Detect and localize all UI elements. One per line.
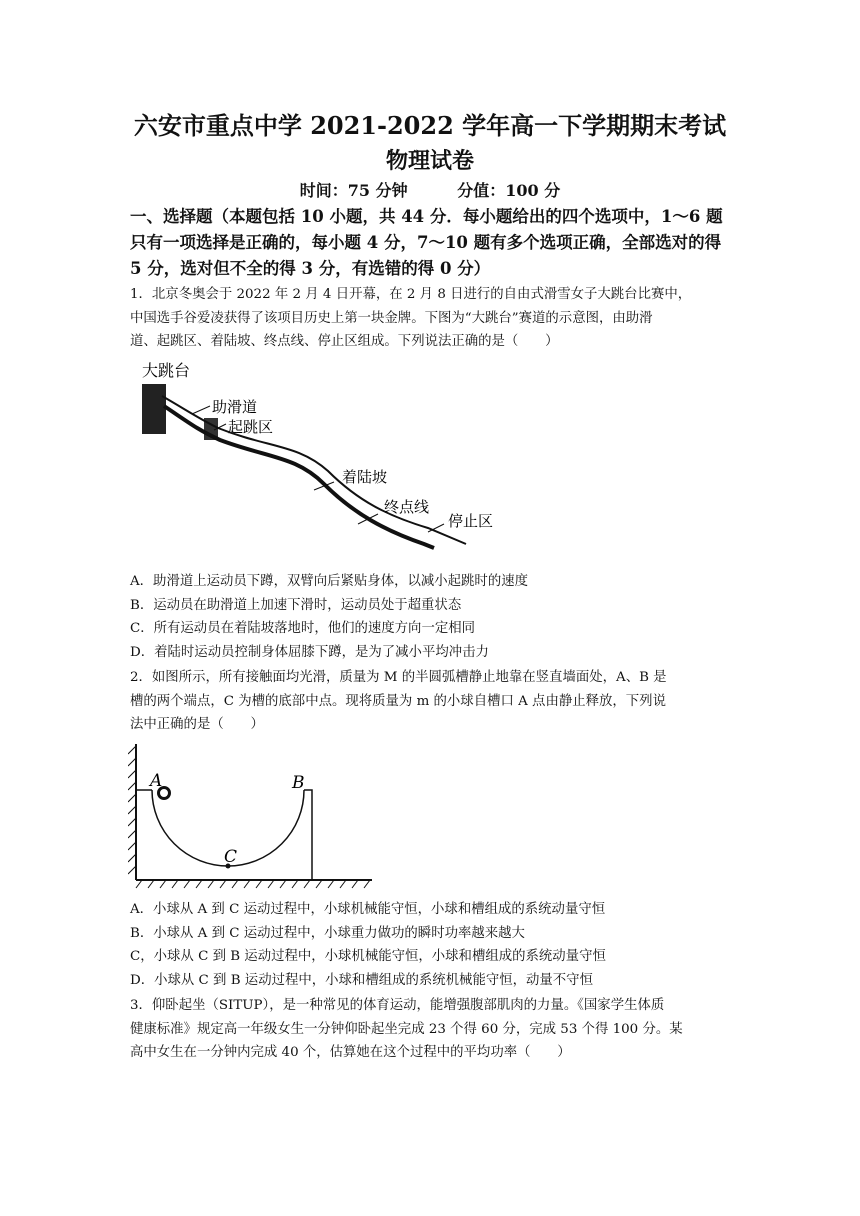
option-d[interactable]: D．着陆时运动员控制身体屈膝下蹲，是为了减小平均冲击力 [130, 644, 489, 660]
wall-hatching [128, 746, 136, 874]
question-1-stem [130, 283, 733, 354]
question-line: 法中正确的是（ ） [130, 717, 264, 732]
question-2-stem [130, 666, 733, 737]
exam-time: 时间：75 分钟 [299, 181, 408, 200]
label-ramp: 助滑道 [212, 398, 258, 416]
label-stop: 停止区 [448, 512, 494, 530]
question-line: 道、起跳区、着陆坡、终点线、停止区组成。下列说法正确的是（ ） [130, 334, 559, 349]
option-b[interactable]: B．小球从 A 到 C 运动过程中，小球重力做功的瞬时功率越来越大 [130, 925, 525, 941]
exam-subject: 物理试卷 [385, 148, 474, 174]
label-takeoff: 起跳区 [228, 418, 274, 436]
semicircle-groove-diagram [128, 740, 378, 892]
ground-hatching [136, 880, 370, 888]
label-finish: 终点线 [384, 498, 430, 516]
exam-meta [0, 178, 860, 201]
exam-score: 分值：100 分 [457, 181, 561, 200]
label-b: B [292, 773, 305, 793]
option-c[interactable]: C，小球从 C 到 B 运动过程中，小球机械能守恒，小球和槽组成的系统动量守恒 [130, 949, 606, 964]
question-line: 槽的两个端点，C 为槽的底部中点。现将质量为 m 的小球自槽口 A 点由静止释放，下列说 [130, 693, 666, 709]
label-c: C [224, 847, 238, 867]
question-3-stem [130, 994, 733, 1065]
question-line: 2．如图所示，所有接触面均光滑，质量为 M 的半圆弧槽静止地靠在竖直墙面处，A、B 是 [130, 670, 667, 685]
section-instructions [130, 204, 733, 282]
section-line: 只有一项选择是正确的，每小题 4 分，7～10 题有多个选项正确，全部选对的得 [130, 233, 722, 252]
ski-jump-diagram [128, 356, 522, 564]
question-line: 中国选手谷爱凌获得了该项目历史上第一块金牌。下图为“大跳台”赛道的示意图，由助滑 [130, 310, 653, 326]
groove-right-side [304, 790, 312, 880]
question-line: 1．北京冬奥会于 2022 年 2 月 4 日开幕，在 2 月 8 日进行的自由式滑雪女子大跳台比赛中， [130, 287, 692, 302]
option-a[interactable]: A．助滑道上运动员下蹲，双臂向后紧贴身体，以减小起跳时的速度 [130, 574, 528, 589]
option-b[interactable]: B．运动员在助滑道上加速下滑时，运动员处于超重状态 [130, 597, 462, 613]
question-line: 健康标准》规定高一年级女生一分钟仰卧起坐完成 23 个得 60 分，完成 53 个得 100 分。某 [130, 1021, 683, 1037]
label-platform: 大跳台 [142, 361, 191, 380]
question-line: 高中女生在一分钟内完成 40 个，估算她在这个过程中的平均功率（ ） [130, 1045, 571, 1060]
option-c[interactable]: C．所有运动员在着陆坡落地时，他们的速度方向一定相同 [130, 621, 476, 636]
exam-title: 六安市重点中学 2021-2022 学年高一下学期期末考试 [133, 111, 727, 140]
section-line: 一、选择题（本题包括 10 小题，共 44 分．每小题给出的四个选项中，1～6 题 [130, 207, 723, 226]
question-line: 3．仰卧起坐（SITUP），是一种常见的体育运动，能增强腹部肌肉的力量。《国家学生体质 [130, 998, 665, 1013]
label-a: A [150, 771, 163, 791]
option-a[interactable]: A．小球从 A 到 C 运动过程中，小球机械能守恒，小球和槽组成的系统动量守恒 [130, 902, 606, 917]
jump-tower [142, 384, 166, 434]
section-line: 5 分，选对但不全的得 3 分，有选错的得 0 分） [130, 259, 491, 278]
question-2-options [130, 898, 733, 992]
question-1-options [130, 570, 733, 664]
option-d[interactable]: D．小球从 C 到 B 运动过程中，小球和槽组成的系统机械能守恒，动量不守恒 [130, 972, 593, 988]
label-landing: 着陆坡 [342, 468, 388, 486]
leader-line [192, 406, 210, 414]
